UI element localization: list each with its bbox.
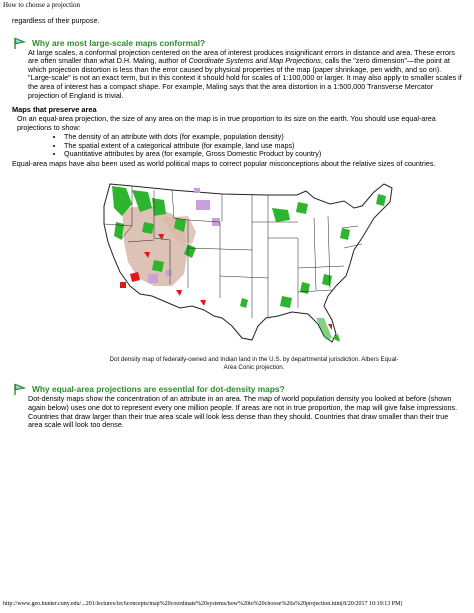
- list-item: • The density of an attribute with dots (for example, population density): [64, 133, 464, 141]
- pennant-flag-icon: [12, 383, 26, 395]
- map-caption: Dot density map of federally-owned and Indian land in the U.S. by departmental jurisdiction. Albers Equal-Area Conic projection.: [109, 356, 399, 371]
- conformal-paragraph-2: "Large-scale" is not an exact term, but in this context it should hold for scales of 1:100,000 or larger. It may also apply to smaller scales if the area of interest has a compact shape. For example, Maling says that the area distortion in a 1:500,000 Transverse Mercator projection of England is trivial.: [28, 73, 462, 100]
- us-federal-land-map-image: [92, 178, 420, 353]
- document-body: [12, 17, 464, 430]
- list-item: • The spatial extent of a categorical attribute (for example, land use maps): [64, 142, 464, 150]
- subsection-heading-equal-area: Maps that preserve area: [12, 105, 97, 115]
- dot-density-paragraph: Dot-density maps show the concentration of an attribute in an area. The map of world population density you looked at before (shown again below) uses one dot to represent every one million people. If areas are not in true proportion, the map will give false impressions. Countries that draw larger than their true area scale will look less dense than they should. Countries that draw smaller than their true area scale will look too dense.: [28, 394, 458, 430]
- equal-area-intro: On an equal-area projection, the size of any area on the map is in true proportion to its size on the earth. You should use equal-area projections to show:: [17, 114, 436, 132]
- continued-text: regardless of their purpose.: [12, 16, 100, 25]
- print-header-title: How to choose a projection: [3, 1, 80, 9]
- section-heading-dot-density-text: Why equal-area projections are essential for dot-density maps?: [32, 384, 285, 395]
- list-item: • Quantitative attributes by area (for example, Gross Domestic Product by country): [64, 150, 464, 158]
- book-title: Coordinate Systems and Map Projections: [188, 56, 321, 66]
- equal-area-uses-list: [12, 133, 464, 158]
- section-heading-conformal-text: Why are most large-scale maps conformal?: [32, 37, 206, 48]
- us-federal-land-map: [92, 178, 420, 353]
- print-footer-url: http://www.geo.hunter.cuny.edu/...201/lectures/lec6concepts/map%20coordinate%20systems/how%20to%20choose%20a%20projection.htm[8/20/2017 10:19:13 PM]: [3, 601, 403, 607]
- pennant-flag-icon: [12, 37, 26, 49]
- equal-area-after: Equal-area maps have also been used as world political maps to correct popular misconceptions about the relative sizes of countries.: [12, 158, 436, 168]
- conformal-paragraph-1: At large scales, a conformal projection centered on the area of interest produces insignificant errors in distance and area. These errors are often smaller than what D.H. Maling, author of Coordinate Systems and Map Projections, calls the "zero dimension"—the point at which projection distortion is less than the error caused by physical properties of the map (paper shrinkage, pen width, and so on).: [28, 47, 455, 74]
